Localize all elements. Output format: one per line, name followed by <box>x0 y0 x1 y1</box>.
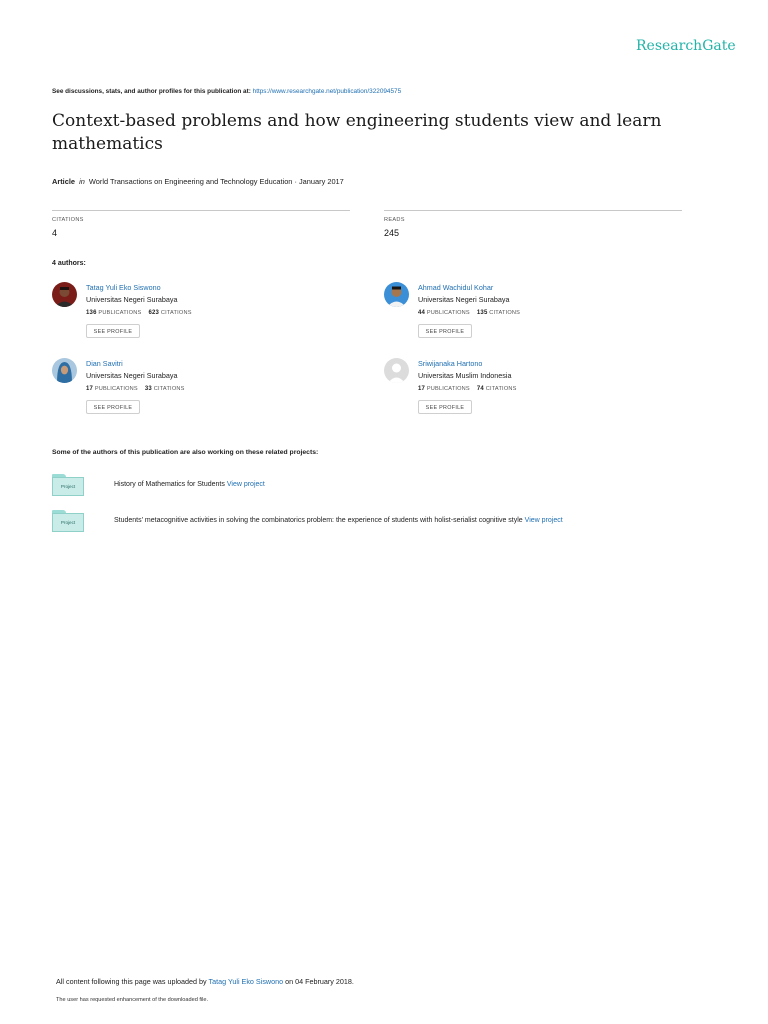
publication-meta <box>52 177 344 186</box>
citations-divider <box>52 210 350 211</box>
avatar[interactable] <box>52 358 77 383</box>
author-stats <box>418 310 520 316</box>
publications-count: 44 <box>418 310 426 316</box>
reads-value: 245 <box>384 228 400 238</box>
publications-label: PUBLICATIONS <box>426 310 470 316</box>
project-folder-icon <box>52 474 84 496</box>
author-photo-icon <box>52 358 77 383</box>
citations-label: CITATIONS <box>485 386 517 392</box>
citations-count: 33 <box>144 386 152 392</box>
project-item <box>52 474 712 500</box>
citations-label: CITATIONS <box>52 217 84 223</box>
upload-notice <box>56 977 354 986</box>
see-profile-button[interactable]: SEE PROFILE <box>86 400 140 414</box>
citations-label: CITATIONS <box>153 386 185 392</box>
author-name-link[interactable]: Ahmad Wachidul Kohar <box>418 283 494 292</box>
reads-divider <box>384 210 682 211</box>
citations-label: CITATIONS <box>160 310 192 316</box>
author-name-link[interactable]: Tatag Yuli Eko Siswono <box>86 283 161 292</box>
publications-label: PUBLICATIONS <box>94 386 138 392</box>
author-card <box>52 358 352 428</box>
author-name-link[interactable]: Sriwijanaka Hartono <box>418 359 483 368</box>
publications-count: 17 <box>86 386 94 392</box>
publications-count: 136 <box>86 310 97 316</box>
enhancement-note: The user has requested enhancement of the downloaded file. <box>56 997 209 1003</box>
default-avatar-icon <box>384 358 409 383</box>
view-project-link[interactable]: View project <box>226 481 265 488</box>
citations-count: 623 <box>148 310 160 316</box>
uploader-link[interactable]: Tatag Yuli Eko Siswono <box>208 977 284 986</box>
citations-value: 4 <box>52 228 58 238</box>
author-institution: Universitas Negeri Surabaya <box>418 295 510 304</box>
project-icon-label: Project <box>60 520 76 525</box>
project-icon-label: Project <box>60 484 76 489</box>
avatar[interactable] <box>384 358 409 383</box>
researchgate-logo[interactable]: ResearchGate <box>636 38 736 54</box>
author-institution: Universitas Muslim Indonesia <box>418 371 512 380</box>
author-institution: Universitas Negeri Surabaya <box>86 295 178 304</box>
in-word: in <box>79 177 85 186</box>
author-card <box>384 358 684 428</box>
project-title <box>114 517 563 524</box>
citations-count: 135 <box>476 310 488 316</box>
authors-heading: 4 authors: <box>52 260 86 267</box>
citations-label: CITATIONS <box>489 310 521 316</box>
publications-label: PUBLICATIONS <box>98 310 142 316</box>
discussion-label: See discussions, stats, and author profiles for this publication at: <box>52 88 251 95</box>
reads-label: READS <box>384 217 405 223</box>
publications-label: PUBLICATIONS <box>426 386 470 392</box>
view-project-link[interactable]: View project <box>524 517 563 524</box>
project-item <box>52 510 712 536</box>
avatar[interactable] <box>384 282 409 307</box>
related-projects-heading: Some of the authors of this publication are also working on these related projects: <box>52 449 319 456</box>
upload-suffix: on 04 February 2018. <box>285 977 354 986</box>
citations-count: 74 <box>476 386 484 392</box>
see-profile-button[interactable]: SEE PROFILE <box>418 324 472 338</box>
author-stats <box>86 310 192 316</box>
author-photo-icon <box>384 282 409 307</box>
avatar[interactable] <box>52 282 77 307</box>
publication-venue[interactable]: World Transactions on Engineering and Technology Education · January 2017 <box>88 177 344 186</box>
author-card <box>384 282 684 352</box>
see-profile-button[interactable]: SEE PROFILE <box>418 400 472 414</box>
author-stats <box>418 386 517 392</box>
publication-type: Article <box>52 177 76 186</box>
project-folder-icon <box>52 510 84 532</box>
author-institution: Universitas Negeri Surabaya <box>86 371 178 380</box>
see-profile-button[interactable]: SEE PROFILE <box>86 324 140 338</box>
author-stats <box>86 386 185 392</box>
upload-prefix: All content following this page was uploaded by <box>56 977 207 986</box>
project-name: History of Mathematics for Students <box>114 481 225 488</box>
project-title <box>114 481 265 488</box>
project-name: Students' metacognitive activities in solving the combinatorics problem: the experience of students with holist-serialist cognitive style <box>114 517 523 524</box>
publication-title: Context-based problems and how engineering students view and learn mathematics <box>52 111 662 154</box>
publication-url-link[interactable]: https://www.researchgate.net/publication/322094575 <box>252 88 402 95</box>
author-photo-icon <box>52 282 77 307</box>
author-name-link[interactable]: Dian Savitri <box>86 359 123 368</box>
publications-count: 17 <box>418 386 426 392</box>
author-card <box>52 282 352 352</box>
discussion-line <box>52 88 401 95</box>
